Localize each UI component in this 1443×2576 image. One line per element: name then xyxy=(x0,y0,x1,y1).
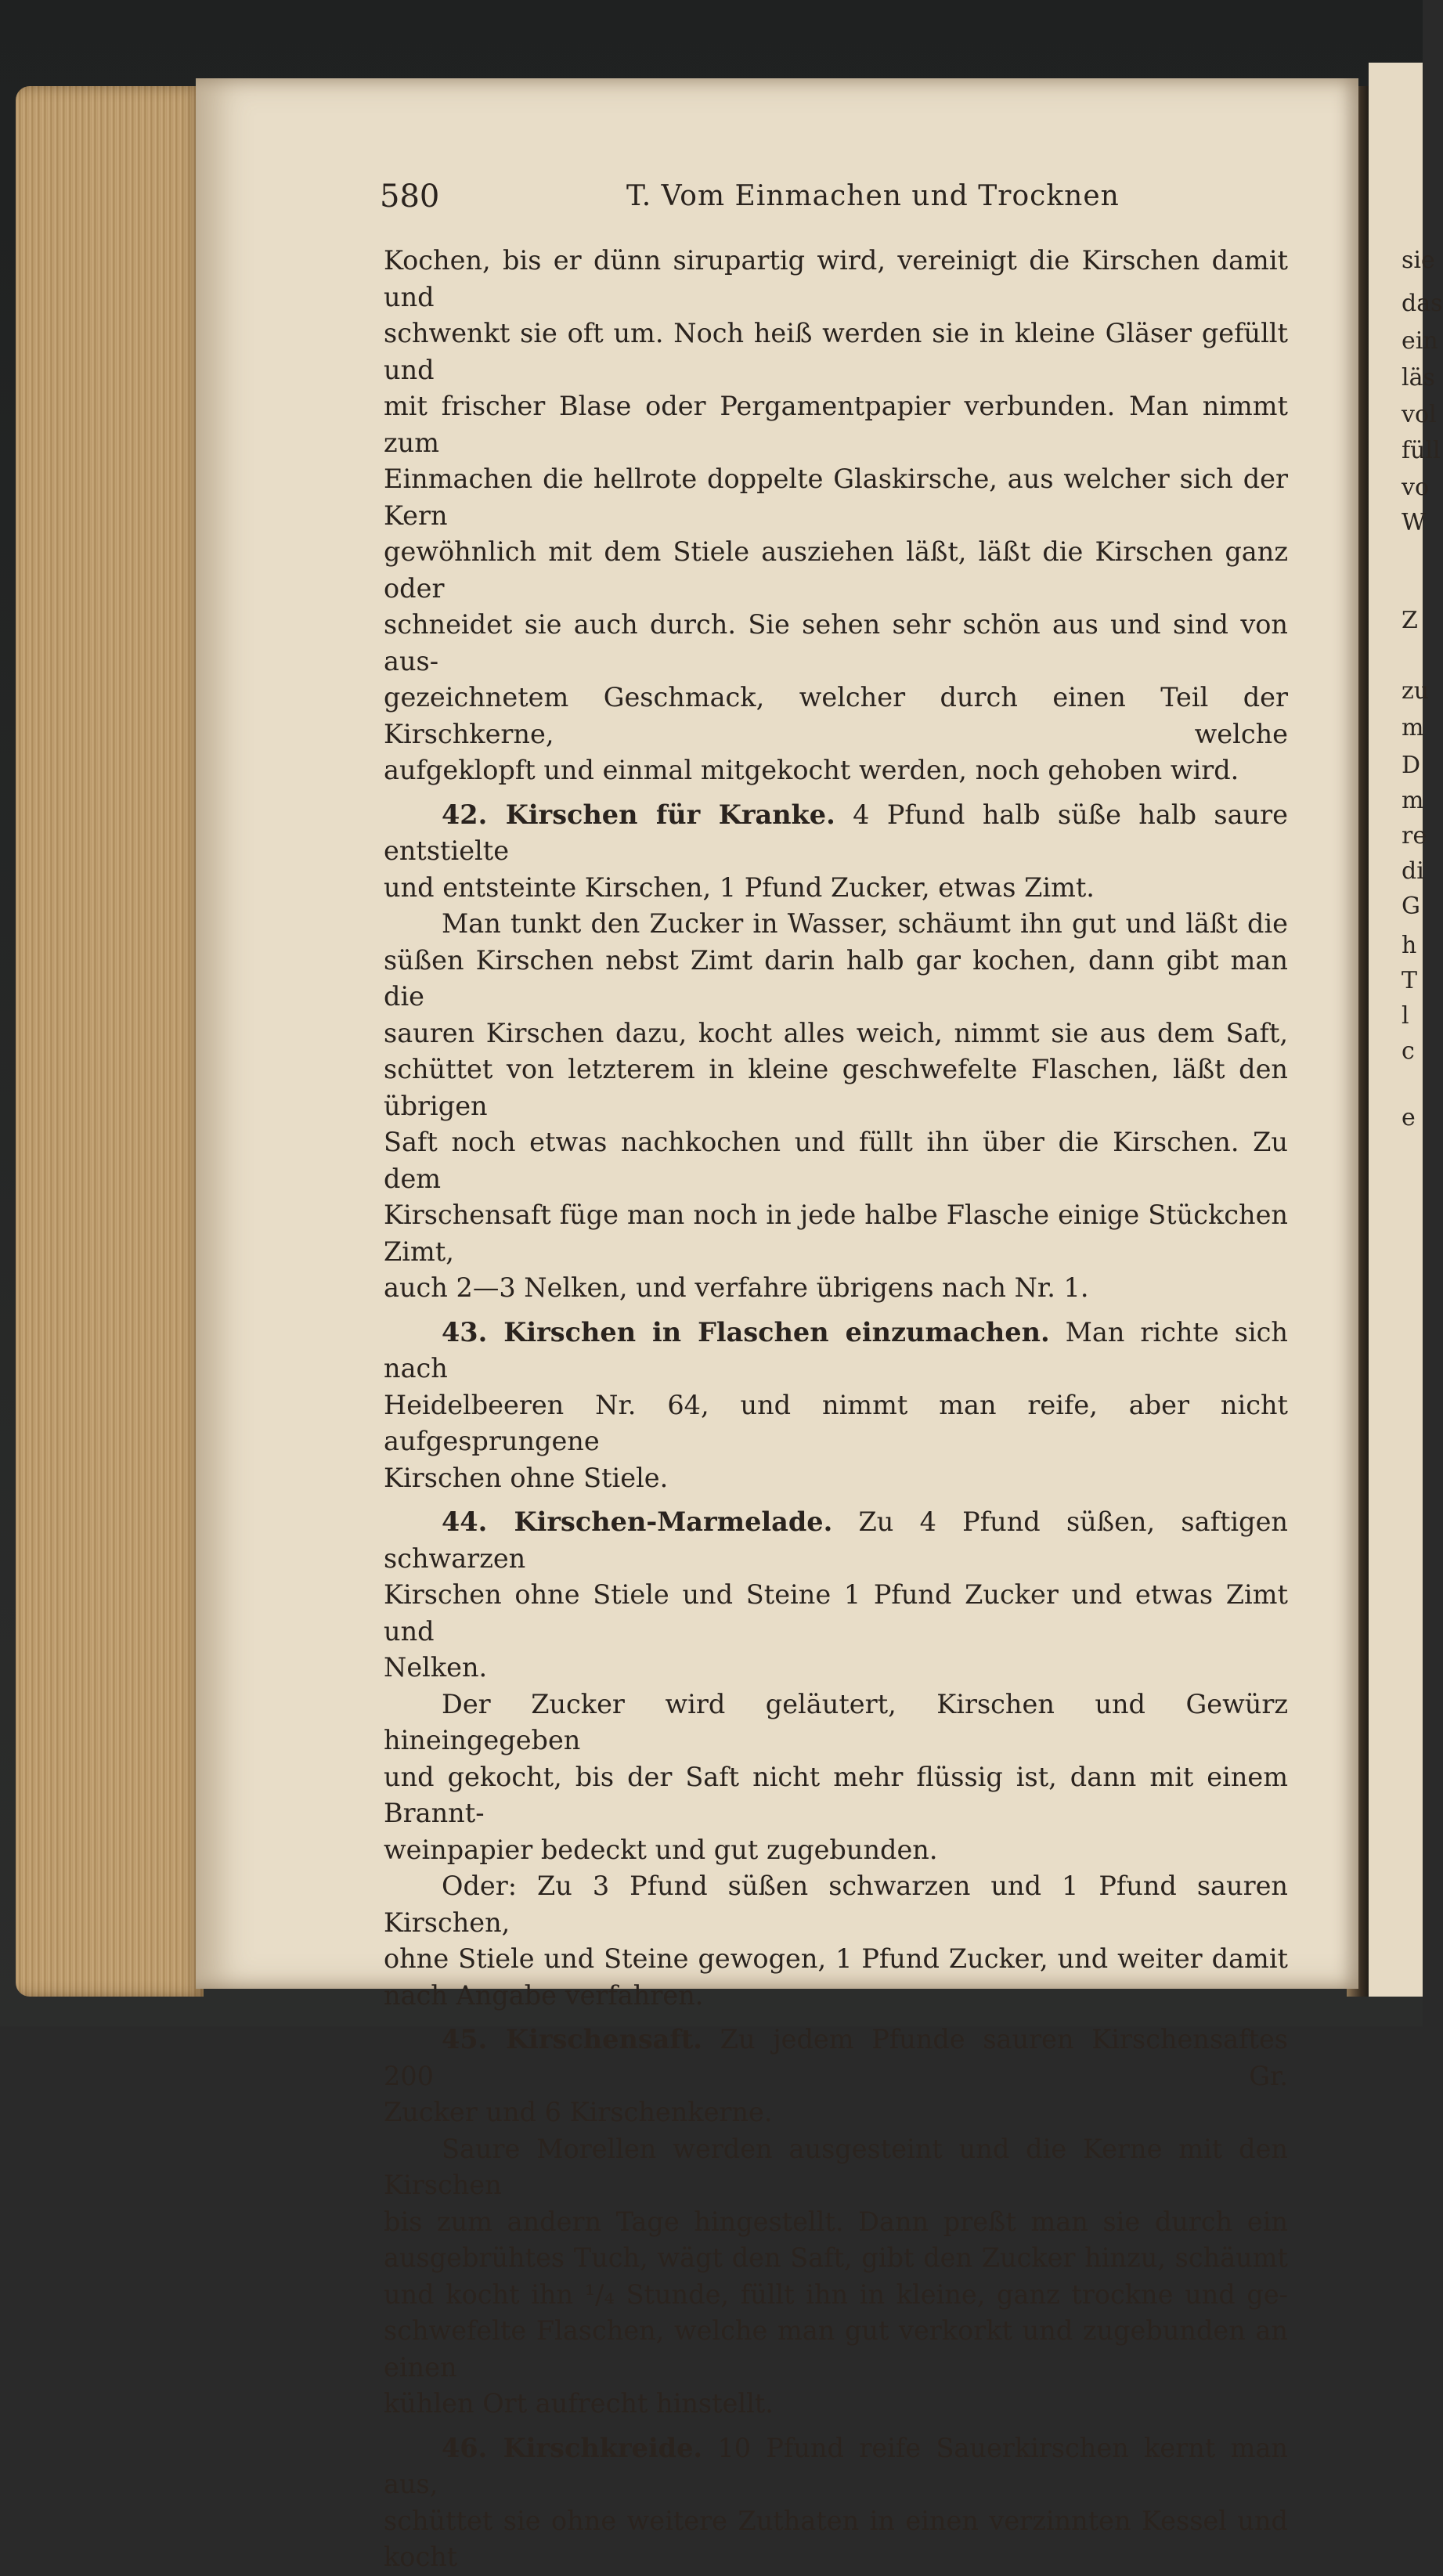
next-page-fragment: di xyxy=(1402,857,1424,885)
text-line: weinpapier bedeckt und gut zugebunden. xyxy=(384,1834,938,1865)
next-page-fragment: m xyxy=(1402,714,1424,741)
text-line: auch 2—3 Nelken, und verfahre übrigens nach Nr. 1. xyxy=(384,1272,1089,1303)
next-page-fragment: D xyxy=(1402,752,1421,779)
recipe-43 xyxy=(384,1315,1288,1497)
intro-paragraph xyxy=(384,243,1288,789)
recipe-title: 46. Kirschkreide. xyxy=(442,2432,703,2463)
text-span: Zu 4 Pfund süßen, saftigen schwarzen xyxy=(384,1506,1288,1574)
text-line: schwefelte Flaschen, welche man gut verkorkt und zugebunden an einen xyxy=(384,2315,1288,2383)
text-span: 4 Pfund halb süße halb saure entstielte xyxy=(384,799,1288,866)
next-page-fragment: h xyxy=(1402,932,1417,959)
text-line: Kirschensaft füge man noch in jede halbe Flasche einige Stückchen Zimt, xyxy=(384,1200,1288,1267)
text-line: bis zum andern Tage hingestellt. Dann preßt man sie durch ein xyxy=(384,2206,1288,2237)
recipe-title: 43. Kirschen in Flaschen einzumachen. xyxy=(442,1316,1050,1348)
running-title: T. Vom Einmachen und Trocknen xyxy=(626,180,1120,212)
recipe-45 xyxy=(384,2022,1288,2423)
text-line xyxy=(384,2430,1288,2503)
recipe-46 xyxy=(384,2430,1288,2576)
text-line: schwenkt sie oft um. Noch heiß werden sie in kleine Gläser gefüllt und xyxy=(384,318,1288,385)
text-line: gezeichnetem Geschmack, welcher durch einen Teil der Kirschkerne, welche xyxy=(384,682,1288,749)
text-line: und kocht ihn ¹/₄ Stunde, füllt ihn in kleine, ganz trockne und ge- xyxy=(384,2278,1288,2310)
next-page-fragment: re xyxy=(1402,822,1427,850)
next-page-fragment: G xyxy=(1402,893,1420,920)
text-line: Man tunkt den Zucker in Wasser, schäumt ihn gut und läßt die xyxy=(442,908,1288,939)
text-line: schüttet sie ohne weitere Zuthaten in einen verzinnten Kessel und kocht xyxy=(384,2505,1288,2572)
page-number: 580 xyxy=(380,179,440,215)
next-page-fragment: sie xyxy=(1402,247,1435,274)
next-page-fragment: Z xyxy=(1402,607,1418,634)
recipe-44 xyxy=(384,1504,1288,2014)
text-line: Kirschen ohne Stiele. xyxy=(384,1462,669,1493)
text-line: Saure Morellen werden ausgesteint und die Kerne mit den Kirschen xyxy=(384,2133,1288,2200)
recipe-42 xyxy=(384,797,1288,1307)
text-line: Zucker und 6 Kirschenkerne. xyxy=(384,2097,773,2127)
text-line xyxy=(384,1504,1288,1577)
text-line: Einmachen die hellrote doppelte Glaskirsche, aus welcher sich der Kern xyxy=(384,464,1288,531)
text-line: Der Zucker wird geläutert, Kirschen und Gewürz hineingegeben xyxy=(384,1688,1288,1755)
text-line: kühlen Ort aufrecht hinstellt. xyxy=(384,2388,774,2419)
next-page-fragment: ein xyxy=(1402,327,1438,355)
next-page-fragment: l xyxy=(1402,1002,1409,1030)
text-line: gewöhnlich mit dem Stiele ausziehen läßt, läßt die Kirschen ganz oder xyxy=(384,536,1288,604)
page-body xyxy=(384,243,1288,2576)
text-line: schüttet von letzterem in kleine geschwefelte Flaschen, läßt den übrigen xyxy=(384,1054,1288,1121)
text-span: Man richte sich nach xyxy=(384,1316,1288,1384)
text-line: schneidet sie auch durch. Sie sehen sehr schön aus und sind von aus- xyxy=(384,609,1288,676)
text-line: Oder: Zu 3 Pfund süßen schwarzen und 1 Pfund sauren Kirschen, xyxy=(384,1871,1288,1938)
next-page-fragment: zu xyxy=(1402,677,1430,705)
text-line: Nelken. xyxy=(384,1652,488,1683)
book-page-edges xyxy=(16,86,204,1997)
text-line: ohne Stiele und Steine gewogen, 1 Pfund Zucker, und weiter damit xyxy=(384,1943,1288,1974)
next-page-fragment: das xyxy=(1402,290,1443,317)
text-line xyxy=(384,2022,1288,2094)
text-line: Kirschen ohne Stiele und Steine 1 Pfund Zucker und etwas Zimt und xyxy=(384,1579,1288,1647)
text-line: Kochen, bis er dünn sirupartig wird, vereinigt die Kirschen damit und xyxy=(384,245,1288,312)
text-line: mit frischer Blase oder Pergamentpapier verbunden. Man nimmt zum xyxy=(384,391,1288,458)
text-span: Zu jedem Pfunde sauren Kirschensaftes 200 Gr. xyxy=(384,2024,1288,2091)
page-header xyxy=(380,179,1288,218)
text-line: und gekocht, bis der Saft nicht mehr flüssig ist, dann mit einem Brannt- xyxy=(384,1761,1288,1828)
next-page-fragment: vo xyxy=(1402,474,1430,501)
next-page-fragment: vol xyxy=(1402,401,1437,428)
text-line: und entsteinte Kirschen, 1 Pfund Zucker, etwas Zimt. xyxy=(384,871,1095,903)
next-page-fragment: W xyxy=(1402,509,1426,536)
text-line: süßen Kirschen nebst Zimt darin halb gar kochen, dann gibt man die xyxy=(384,944,1288,1012)
next-page-fragment: T xyxy=(1402,967,1418,994)
recipe-title: 42. Kirschen für Kranke. xyxy=(442,799,835,830)
next-page-fragment: füll xyxy=(1402,437,1441,464)
next-page-fragment: e xyxy=(1402,1104,1416,1131)
text-line xyxy=(384,797,1288,870)
text-line: Saft noch etwas nachkochen und füllt ihn über die Kirschen. Zu dem xyxy=(384,1127,1288,1194)
next-page-fragment: c xyxy=(1402,1037,1415,1065)
text-line xyxy=(384,1315,1288,1387)
text-line: ausgebrühtes Tuch, wägt den Saft, gibt den Zucker hinzu, schäumt xyxy=(384,2242,1288,2273)
text-line: sauren Kirschen dazu, kocht alles weich, nimmt sie aus dem Saft, xyxy=(384,1017,1288,1048)
recipe-title: 44. Kirschen-Marmelade. xyxy=(442,1506,833,1537)
recipe-title: 45. Kirschensaft. xyxy=(442,2024,702,2055)
next-page-fragment: m xyxy=(1402,787,1424,814)
text-line: aufgeklopft und einmal mitgekocht werden, noch gehoben wird. xyxy=(384,755,1239,785)
next-page-fragment: läs xyxy=(1402,364,1435,391)
text-span: 10 Pfund reife Sauerkirschen kernt man aus, xyxy=(384,2432,1288,2499)
text-line: nach Angabe verfahren. xyxy=(384,1979,704,2011)
text-line: Heidelbeeren Nr. 64, und nimmt man reife, aber nicht aufgesprungene xyxy=(384,1389,1288,1456)
